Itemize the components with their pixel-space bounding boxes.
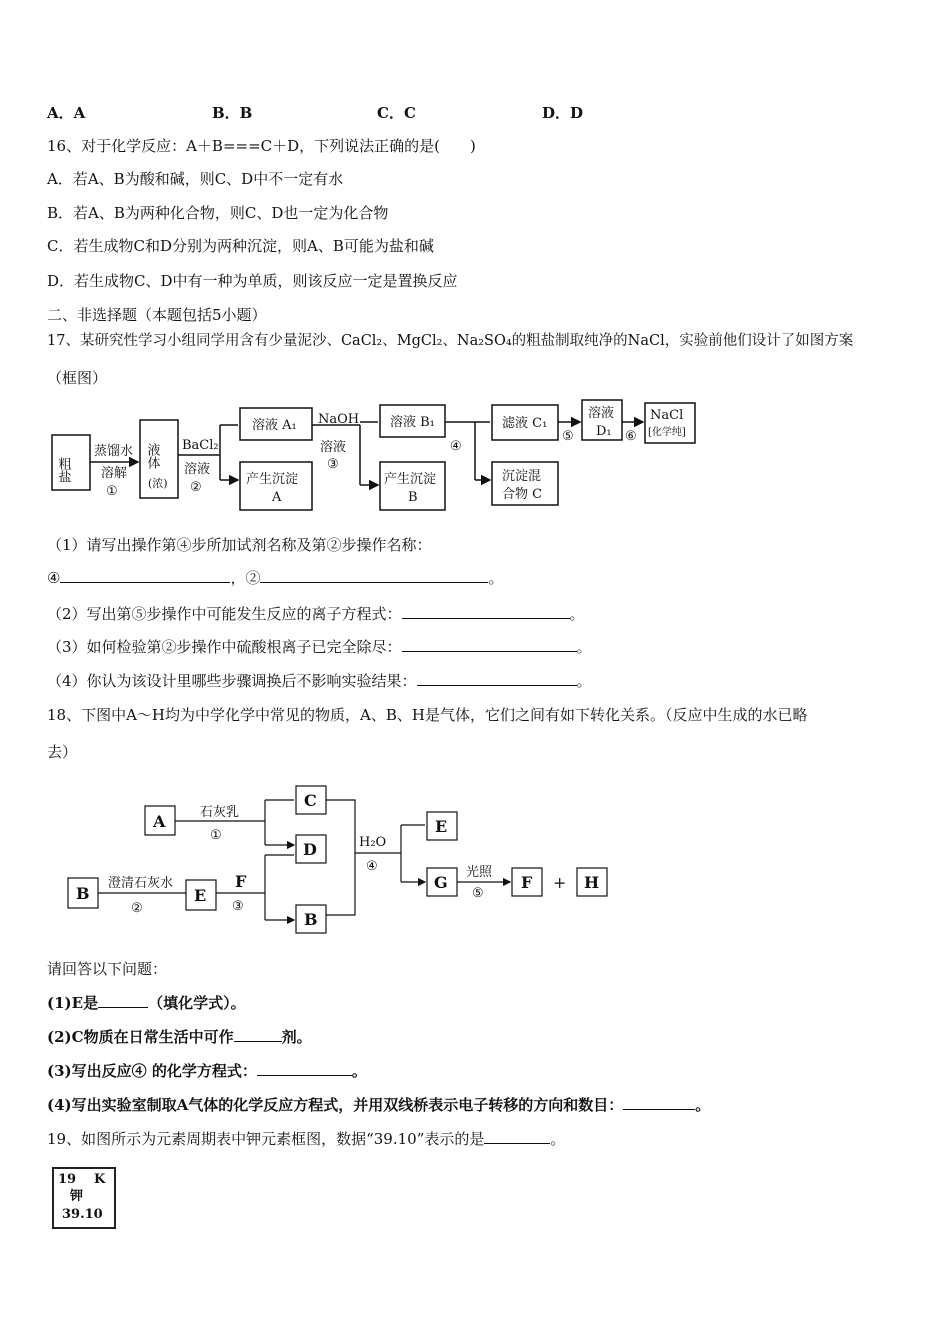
q18-sub4-text: (4)写出实验室制取A气体的化学反应方程式，并用双线桥表示电子转移的方向和数目： bbox=[47, 1096, 624, 1114]
box-mix-c-line1: 沉淀混 bbox=[502, 469, 542, 484]
answer-blank[interactable] bbox=[484, 1129, 550, 1144]
section-heading: 二、非选择题（本题包括5小题） bbox=[47, 306, 267, 324]
answer-blank-step2[interactable] bbox=[260, 568, 488, 583]
element-symbol: K bbox=[94, 1172, 106, 1187]
box-solution-d1: 溶液 bbox=[588, 406, 615, 421]
q18-sub3-tail: 。 bbox=[351, 1062, 367, 1080]
element-name: 钾 bbox=[70, 1189, 84, 1204]
label-step2: ，② bbox=[230, 569, 261, 587]
step2-num: ② bbox=[190, 480, 202, 495]
answer-blank[interactable] bbox=[98, 993, 148, 1008]
box-a: A bbox=[153, 812, 166, 831]
q16-option-b: B．若A、B为两种化合物，则C、D也一定为化合物 bbox=[47, 204, 389, 222]
box-b: B bbox=[76, 884, 90, 903]
q18-sub4 bbox=[47, 1095, 710, 1115]
period: 。 bbox=[576, 672, 592, 690]
answer-blank-step4[interactable] bbox=[60, 568, 230, 583]
solution-d1-label: D₁ bbox=[596, 424, 612, 439]
reagent-lime-milk: 石灰乳 bbox=[200, 805, 240, 820]
q18-sub2 bbox=[47, 1027, 312, 1047]
step4-num: ④ bbox=[450, 439, 462, 454]
q17-stem-cont: （框图） bbox=[47, 369, 108, 387]
atomic-mass: 39.10 bbox=[62, 1207, 103, 1222]
step4-num: ④ bbox=[366, 859, 378, 874]
step2-reagent: BaCl₂ bbox=[182, 438, 219, 453]
box-precip-a: 产生沉淀 bbox=[246, 472, 299, 487]
answer-blank[interactable] bbox=[234, 1027, 282, 1042]
q17-stem: 17、某研究性学习小组同学用含有少量泥沙、CaCl₂、MgCl₂、Na₂SO₄的粗盐制取纯净的NaCl，实验前他们设计了如图方案 bbox=[47, 333, 854, 349]
step3-solution: 溶液 bbox=[320, 440, 347, 455]
q16-stem: 16、对于化学反应：A＋B===C＋D，下列说法正确的是( ) bbox=[47, 137, 476, 155]
step3-num: ③ bbox=[232, 899, 244, 914]
step1-num: ① bbox=[210, 828, 222, 843]
step1-num: ① bbox=[106, 484, 118, 499]
period: 。 bbox=[576, 638, 592, 656]
q17-sub2-text: （2）写出第⑤步操作中可能发生反应的离子方程式： bbox=[47, 605, 402, 623]
answer-blank[interactable] bbox=[402, 637, 577, 652]
answer-blank[interactable] bbox=[417, 671, 577, 686]
box-filtrate-c1: 滤液 C₁ bbox=[502, 416, 548, 431]
reagent-water: H₂O bbox=[359, 835, 387, 850]
q17-sub1: （1）请写出操作第④步所加试剂名称及第②步操作名称： bbox=[47, 536, 432, 554]
plus-sign: + bbox=[553, 873, 567, 892]
q18-stem-cont: 去） bbox=[47, 743, 78, 761]
period: 。 bbox=[569, 605, 585, 623]
salt-purification-flowchart bbox=[0, 395, 720, 520]
condition-light: 光照 bbox=[466, 865, 493, 880]
step6-num: ⑥ bbox=[625, 429, 637, 444]
q19-stem-text: 19、如图所示为元素周期表中钾元素框图，数据“39.10”表示的是 bbox=[47, 1130, 485, 1148]
step5-num: ⑤ bbox=[472, 886, 484, 901]
box-solution-a1: 溶液 A₁ bbox=[252, 418, 297, 433]
box-f: F bbox=[521, 873, 533, 892]
q18-sub1-text: (1)E是 bbox=[47, 994, 99, 1012]
box-b-product: B bbox=[304, 910, 318, 929]
q18-prompt: 请回答以下问题： bbox=[47, 960, 168, 978]
box-e-product: E bbox=[435, 817, 448, 836]
q17-sub3 bbox=[47, 637, 592, 657]
conversion-diagram bbox=[0, 780, 640, 940]
q18-sub3 bbox=[47, 1061, 367, 1081]
period: 。 bbox=[488, 569, 504, 587]
q17-sub4 bbox=[47, 671, 592, 691]
q15-option-a: A．A bbox=[47, 104, 86, 122]
step5-num: ⑤ bbox=[562, 429, 574, 444]
q18-sub1-tail: （填化学式）。 bbox=[148, 994, 246, 1012]
precip-b-label: B bbox=[408, 490, 418, 505]
potassium-element-box bbox=[52, 1167, 116, 1229]
precip-a-label: A bbox=[272, 490, 282, 505]
step3-reagent: NaOH bbox=[318, 412, 360, 427]
nacl-note: [化学纯] bbox=[648, 427, 686, 438]
q15-option-c: C．C bbox=[377, 104, 416, 122]
q16-option-d: D．若生成物C、D中有一种为单质，则该反应一定是置换反应 bbox=[47, 272, 458, 290]
box-liquid: 液体 bbox=[144, 443, 160, 469]
box-nacl: NaCl bbox=[650, 408, 684, 423]
q19-stem bbox=[47, 1129, 565, 1149]
reagent-clear-limewater: 澄清石灰水 bbox=[108, 876, 174, 891]
atomic-number: 19 bbox=[58, 1172, 77, 1187]
box-solution-b1: 溶液 B₁ bbox=[390, 415, 435, 430]
box-crude-salt: 粗盐 bbox=[55, 457, 71, 483]
box-e: E bbox=[194, 886, 207, 905]
q18-stem: 18、下图中A～H均为中学化学中常见的物质，A、B、H是气体，它们之间有如下转化关系。（反应中生成的水已略 bbox=[47, 706, 808, 724]
box-mix-c-line2: 合物 C bbox=[502, 487, 543, 502]
q17-sub2 bbox=[47, 604, 585, 624]
q17-sub3-text: （3）如何检验第②步操作中硫酸根离子已完全除尽： bbox=[47, 638, 402, 656]
q18-sub1 bbox=[47, 993, 246, 1013]
box-h: H bbox=[584, 873, 600, 892]
box-precip-b: 产生沉淀 bbox=[384, 472, 437, 487]
q18-sub2-text: (2)C物质在日常生活中可作 bbox=[47, 1028, 234, 1046]
q17-sub4-text: （4）你认为该设计里哪些步骤调换后不影响实验结果： bbox=[47, 672, 417, 690]
step1-op: 溶解 bbox=[101, 466, 128, 481]
q18-sub3-text: (3)写出反应④ 的化学方程式： bbox=[47, 1062, 257, 1080]
answer-blank[interactable] bbox=[257, 1061, 352, 1076]
q17-sub1-answers bbox=[47, 568, 503, 588]
box-g: G bbox=[434, 873, 448, 892]
q16-option-a: A．若A、B为酸和碱，则C、D中不一定有水 bbox=[47, 170, 344, 188]
answer-blank[interactable] bbox=[402, 604, 570, 619]
step1-reagent: 蒸馏水 bbox=[94, 444, 134, 459]
liquid-note: (浓) bbox=[148, 477, 168, 490]
period: 。 bbox=[550, 1130, 566, 1148]
q15-option-d: D．D bbox=[542, 104, 584, 122]
label-step4: ④ bbox=[47, 569, 61, 587]
reagent-f: F bbox=[235, 872, 247, 891]
q15-option-b: B．B bbox=[212, 104, 253, 122]
q16-option-c: C．若生成物C和D分别为两种沉淀，则A、B可能为盐和碱 bbox=[47, 237, 434, 255]
step2-solution: 溶液 bbox=[184, 462, 211, 477]
step3-num: ③ bbox=[327, 457, 339, 472]
q18-sub4-tail: 。 bbox=[695, 1096, 711, 1114]
answer-blank[interactable] bbox=[623, 1095, 695, 1110]
box-d: D bbox=[303, 840, 317, 859]
box-c: C bbox=[304, 791, 317, 810]
q18-sub2-tail: 剂。 bbox=[281, 1028, 312, 1046]
step2-num: ② bbox=[131, 901, 143, 916]
